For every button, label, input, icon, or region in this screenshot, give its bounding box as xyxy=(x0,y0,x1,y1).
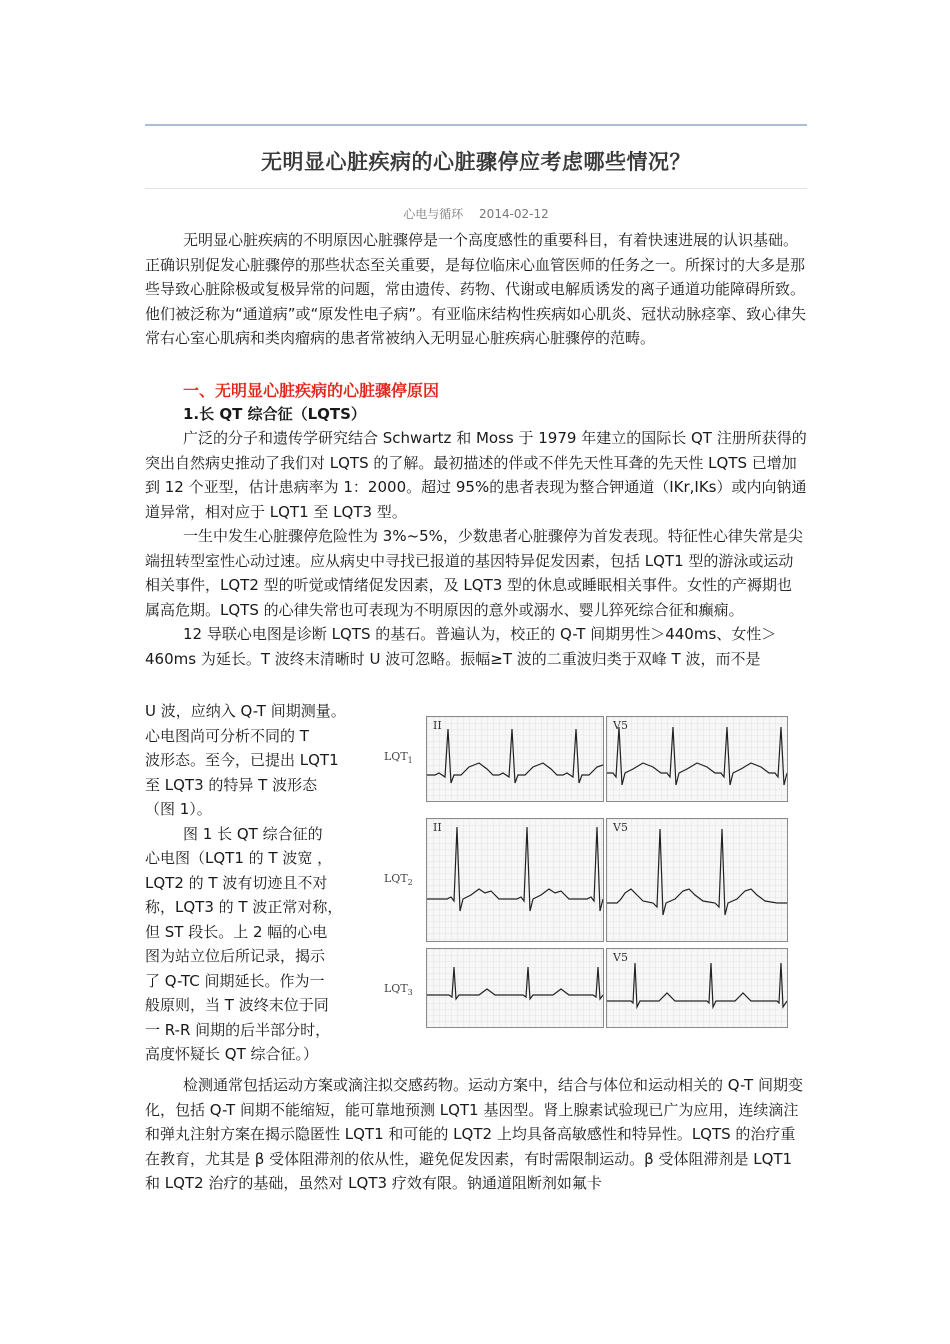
lqts-body xyxy=(145,426,807,671)
article-title: 无明显心脏疾病的心脏骤停应考虑哪些情况？ xyxy=(261,150,691,174)
lead-label: V5 xyxy=(613,951,628,964)
ecg-lqt2-lead-ii xyxy=(426,818,604,942)
article-source[interactable]: 心电与循环 xyxy=(403,207,464,221)
ecg-lqt3-lead-v5 xyxy=(606,948,788,1028)
paragraph-2: 一生中发生心脏骤停危险性为 3%~5%，少数患者心脏骤停为首发表现。特征性心律失常是尖端扭转型室性心动过速。应从病史中寻找已报道的基因特异促发因素，包括 LQT1 型的游泳或运动相关事件，LQT2 型的听觉或情绪促发因素，及 LQT3 型的休息或睡眠相关事件。女性的产褥期也属高危期。LQTS 的心律失常也可表现为不明原因的意外或溺水、婴儿猝死综合征和癫痫。 xyxy=(145,527,803,619)
ecg-lqt1-lead-ii xyxy=(426,716,604,802)
ecg-lqt3-lead-ii xyxy=(426,948,604,1028)
wrap-text-column: U 波，应纳入 Q-T 间期测量。 心电图尚可分析不同的 T 波形态。至今，已提出 LQT1 至 LQT3 的特异 T 波形态 （图 1）。 图 1 长 QT 综合征的 心电图（LQT1 的 T 波宽 ， LQT2 的 T 波有切迹且不对 称，LQT3 的 T 波正常对称， 但 ST 段长。上 2 幅的心电 图为站立位后所记录，揭示 了 Q-TC 间期延长。作为一 般原则，当 T 波终末位于同 一 R-R 间期的后半部分时， 高度怀疑长 QT 综合征。） xyxy=(145,699,361,1067)
ecg-trace xyxy=(607,717,787,801)
paragraph-4: 检测通常包括运动方案或滴注拟交感药物。运动方案中，结合与体位和运动相关的 Q-T 间期变化，包括 Q-T 间期不能缩短，能可靠地预测 LQT1 基因型。肾上腺素试验现已广为应用，连续滴注和弹丸注射方案在揭示隐匿性 LQT1 和可能的 LQT2 上均具备高敏感性和特异性。LQTS 的治疗重在教育，尤其是 β 受体阻滞剂的依从性，避免促发因素，有时需限制运动。β 受体阻滞剂是 LQT1 和 LQT2 治疗的基础，虽然对 LQT3 疗效有限。钠通道阻断剂如氟卡 xyxy=(145,1076,803,1192)
row-label-lqt3: $LQT_3$ xyxy=(384,982,413,998)
section-heading: 一、无明显心脏疾病的心脏骤停原因 xyxy=(183,381,440,400)
top-divider xyxy=(145,124,807,126)
ecg-trace xyxy=(427,949,603,1027)
row-label-lqt1: $LQT_1$ xyxy=(384,750,413,766)
article-date: 2014-02-12 xyxy=(479,207,549,221)
ecg-trace xyxy=(427,717,603,801)
title-divider xyxy=(145,188,807,189)
lead-label: V5 xyxy=(613,821,628,834)
paragraph-3: 12 导联心电图是诊断 LQTS 的基石。普遍认为，校正的 Q-T 间期男性＞440ms、女性＞460ms 为延长。T 波终末清晰时 U 波可忽略。振幅≥T 波的二重波归类于双峰 T 波，而不是 xyxy=(145,625,777,668)
lead-label: V5 xyxy=(613,719,628,732)
paragraph-1: 广泛的分子和遗传学研究结合 Schwartz 和 Moss 于 1979 年建立的国际长 QT 注册所获得的突出自然病史推动了我们对 LQTS 的了解。最初描述的伴或不伴先天性耳聋的先天性 LQTS 已增加到 12 个亚型，估计患病率为 1：2000。超过 95%的患者表现为整合钾通道（IKr,IKs）或内向钠通道异常，相对应于 LQT1 至 LQT3 型。 xyxy=(145,429,807,521)
lead-label: II xyxy=(433,821,442,834)
ecg-trace xyxy=(607,949,787,1027)
ecg-trace xyxy=(427,819,603,941)
lead-label: II xyxy=(433,719,442,732)
subsection-heading: 1.长 QT 综合征（LQTS） xyxy=(183,405,366,423)
figure-caption: 图 1 长 QT 综合征的 xyxy=(183,824,323,843)
ecg-trace xyxy=(607,819,787,941)
ecg-lqt2-lead-v5 xyxy=(606,818,788,942)
row-label-lqt2: $LQT_2$ xyxy=(384,872,413,888)
ecg-lqt1-lead-v5 xyxy=(606,716,788,802)
ecg-figure xyxy=(380,712,790,1032)
intro-paragraph: 无明显心脏疾病的不明原因心脏骤停是一个高度感性的重要科目，有着快速进展的认识基础。正确识别促发心脏骤停的那些状态至关重要，是每位临床心血管医师的任务之一。所探讨的大多是那些导致心脏除极或复极异常的问题，常由遗传、药物、代谢或电解质诱发的离子通道功能障碍所致。他们被泛称为“通道病”或“原发性电子病”。有亚临床结构性疾病如心肌炎、冠状动脉痉挛、致心律失常右心室心肌病和类肉瘤病的患者常被纳入无明显心脏疾病心脏骤停的范畴。 xyxy=(145,231,807,347)
article-meta xyxy=(145,205,807,222)
